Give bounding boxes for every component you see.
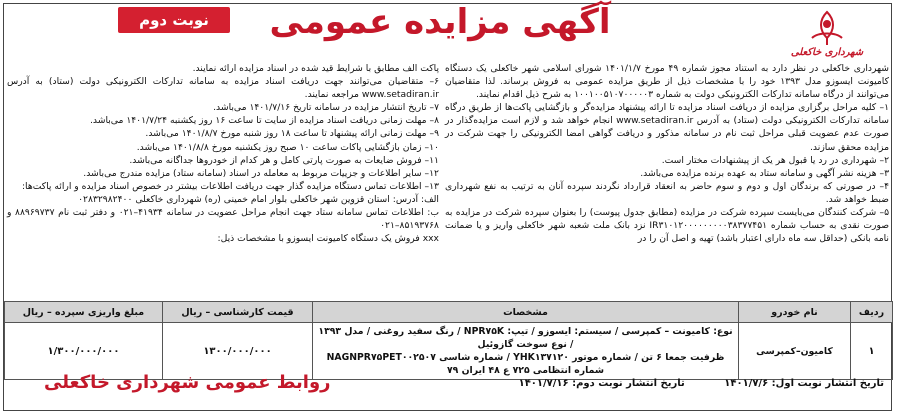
notice-round-badge: نوبت دوم: [118, 7, 230, 33]
header-deposit: مبلغ واریزی سپرده – ریال: [5, 302, 163, 323]
clause-item: ۷– تاریخ انتشار مزایده در سامانه تاریخ ۱۴۰۱/۷/۱۶ می‌باشد.: [213, 102, 439, 114]
notice-footer: [4, 366, 892, 411]
notice-title: آگهی مزایده عمومی: [269, 2, 611, 42]
clause-item: ۹– مهلت زمانی ارائه پیشنهاد تا ساعت ۱۸ روز شنبه مورخ ۱۴۰۱/۸/۷ می‌باشد.: [145, 128, 439, 140]
right-column: [445, 62, 889, 245]
header-vehicle: نام خودرو: [739, 302, 851, 323]
contact-line: ب: اطلاعات تماس سامانه ستاد جهت انجام مراحل عضویت در سامانه ۴۱۹۳۴–۰۲۱ و دفتر ثبت نام ۸۸۹۶۹۷۳۷ و ۸۵۱۹۳۷۶۸–۰۲۱: [7, 207, 439, 232]
clause-item: ۱۰– زمان بازگشایی پاکات ساعت ۱۰ صبح روز یکشنبه مورخ ۱۴۰۱/۸/۸ می‌باشد.: [136, 141, 439, 153]
header-price: قیمت کارشناسی – ریال: [163, 302, 313, 323]
clause-item: ۸– مهلت زمانی دریافت اسناد مزایده از سایت تا ساعت ۱۶ روز یکشنبه ۱۴۰۱/۷/۲۴ می‌باشد.: [90, 115, 439, 127]
logo-caption: شهرداری خاکعلی: [790, 47, 864, 58]
cell-price: ۱۳۰۰/۰۰۰/۰۰۰: [163, 323, 313, 380]
clause-item: ۱– کلیه مراحل برگزاری مزایده از دریافت اسناد مزایده تا ارائه پیشنهاد مزایده‌گر و بازگشایی پاکت‌ها از طریق درگاه سامانه تدارکات الکترونیکی دولت (ستاد) به آدرس www.setadiran.ir انجام خواهد شد و لازم است مزایده‌گذار در صورت عدم عضویت قبلی مراحل ثبت نام در سامانه مذکور و دریافت گواهی امضا الکترونیکی را جهت شرکت در مزایده محقق سازند.: [445, 102, 889, 153]
publication-dates: [483, 378, 884, 389]
clause-item: ۳– هزینه نشر آگهی و سامانه ستاد به عهده برنده مزایده می‌باشد.: [640, 167, 889, 179]
left-column: [7, 62, 439, 245]
clause-item: ۶– متقاضیان می‌توانند جهت دریافت اسناد مزایده به سامانه تدارکات الکترونیکی دولت (ستاد) به آدرس www.setadiran.ir مراجعه نمایند.: [7, 76, 439, 101]
header-row-number: ردیف: [851, 302, 893, 323]
clause-item: ۵– شرکت کنندگان می‌بایست سپرده شرکت در مزایده (مطابق جدول پیوست) را بعنوان سپرده شرکت در مزایده به صورت نقدی به حساب شماره IR۳۱۰۱۲۰۰۰۰۰۰۰۰۰۳۸۳۷۷۴۵۱ نزد بانک ملت شعبه شهر خاکعلی واریز و یا ضمانت نامه بانکی (حداقل سه ماه دارای اعتبار باشد) تهیه و اصل آن را در: [445, 207, 889, 245]
clause-item: ۱۱– فروش ضایعات به صورت پارتی کامل و هر کدام از خودروها جداگانه می‌باشد.: [129, 154, 439, 166]
municipality-logo: [772, 8, 882, 63]
cell-vehicle: کامیون–کمپرسی: [739, 323, 851, 380]
clause-item: ۱۲– سایر اطلاعات و جزییات مربوط به معامله در اسناد (سامانه ستاد) مزایده مندرج می‌باشد.: [83, 167, 439, 179]
table-header-row: [5, 302, 893, 323]
cell-row-number: ۱: [851, 323, 893, 380]
emblem-icon: [772, 8, 882, 48]
clause-item: ۴– در صورتی که برندگان اول و دوم و سوم حاضر به انعقاد قرارداد نگردند سپرده آنان به ترتیب به نفع شهرداری ضبط خواهد شد.: [445, 180, 889, 205]
intro-paragraph: شهرداری خاکعلی در نظر دارد به استناد مجوز شماره ۴۹ مورخ ۱۴۰۱/۱/۷ شورای اسلامی شهر خاکعلی یک دستگاه کامیونت ایسوزو مدل ۱۳۹۳ خود را با مشخصات ذیل از طریق مزایده عمومی به فروش برساند. لذا متقاضیان می‌توانند از درگاه سامانه تدارکات الکترونیکی دولت به شماره ۱۰۰۱۰۰۵۱۰۷۰۰۰۰۰۳ به شرح ذیل اقدام نمایند.: [445, 63, 889, 101]
header-specs: مشخصات: [313, 302, 739, 323]
clause-item: ۲– شهرداری در رد یا قبول هر یک از پیشنهادات مختار است.: [661, 154, 889, 166]
address-line: الف: آدرس: استان قزوین شهر خاکعلی بلوار امام خمینی (ره) شهرداری خاکعلی ۰۲۸۳۲۹۸۲۴۰۰: [78, 193, 439, 205]
second-publication-date: تاریخ انتشار نوبت دوم: ۱۴۰۱/۷/۱۶: [518, 378, 685, 389]
specs-line: شماره انتظامی ۷۲۵ ع ۴۸ ایران ۷۹: [446, 365, 604, 376]
clause-item: ۱۳– اطلاعات تماس دستگاه مزایده گذار جهت دریافت اطلاعات بیشتر در خصوص اسناد مزایده و ارائه پاکت‌ها:: [21, 180, 439, 192]
cell-deposit: ۱/۳۰۰/۰۰۰/۰۰۰: [5, 323, 163, 380]
public-relations-signature: روابط عمومی شهرداری خاکعلی: [44, 372, 331, 393]
sale-line: xxx فروش یک دستگاه کامیونت ایسوزو با مشخصات ذیل:: [217, 233, 439, 245]
specs-line: ظرفیت جمعا ۶ تن / شماره موتور YHK۱۳۷۱۲۰ / شماره شاسی NAGNPR۷۵PET۰۰۲۵۰۷: [326, 352, 725, 363]
first-publication-date: تاریخ انتشار نوبت اول: ۱۴۰۱/۷/۶: [724, 378, 884, 389]
specs-line: نوع: کامیونت – کمپرسی / سیستم: ایسوزو / تیپ: NPR۷۵K / رنگ سفید روغنی / مدل ۱۳۹۳ / نوع سوخت گازوئیل: [318, 326, 733, 350]
clause-item: پاکت الف مطابق با شرایط قید شده در اسناد مزایده ارائه نمایند.: [192, 63, 439, 74]
